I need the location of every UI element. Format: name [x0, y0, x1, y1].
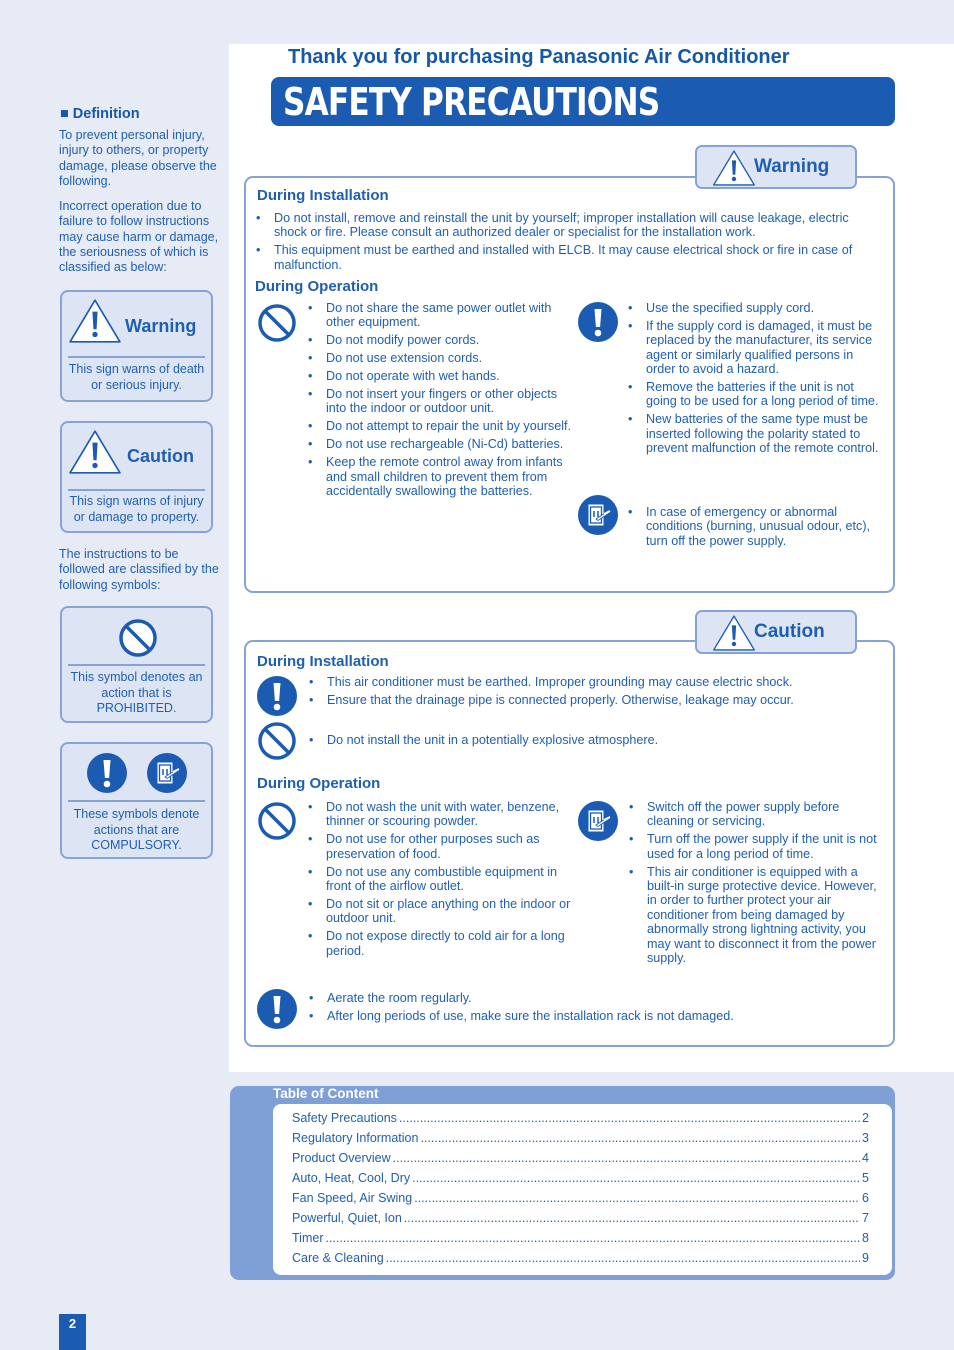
caution-prohibited-list: [307, 800, 575, 962]
symbols-intro-text: The instructions to be followed are classified by the following symbols:: [59, 547, 219, 592]
toc-entry-label: Timer: [292, 1231, 324, 1245]
list-item: • Do not insert your fingers or other objects into the indoor or outdoor unit.: [307, 387, 575, 416]
compulsory-legend-caption: These symbols denote actions that are COMPULSORY.: [73, 807, 200, 852]
caution-installation-compulsory-list: [308, 675, 883, 711]
divider: [68, 356, 205, 358]
caution-unplug-list: [628, 800, 886, 969]
caution-legend-caption: This sign warns of injury or damage to property.: [69, 494, 204, 524]
warning-legend-box: [60, 290, 213, 402]
toc-entry-label: Auto, Heat, Cool, Dry: [292, 1171, 411, 1185]
list-item: • This equipment must be earthed and installed with ELCB. It may cause electrical shock or fire in case of malfunction.: [255, 243, 880, 272]
warning-installation-heading: During Installation: [257, 187, 389, 204]
caution-tab: [695, 610, 857, 654]
caution-installation-heading: During Installation: [257, 653, 389, 670]
warning-installation-list: [255, 211, 880, 276]
divider: [68, 800, 205, 802]
incorrect-operation-text: Incorrect operation due to failure to follow instructions may cause harm or damage, the seriousness of which is classified as below:: [59, 199, 219, 275]
warning-unplug-list: [627, 505, 883, 552]
compulsory-legend-box: [60, 742, 213, 859]
warning-legend-label: Warning: [125, 316, 197, 336]
list-item: • Turn off the power supply if the unit is not used for a long period of time.: [628, 832, 886, 861]
caution-triangle-icon: [68, 429, 122, 475]
unplug-mandatory-icon: [578, 495, 618, 535]
toc-entry-label: Product Overview: [292, 1151, 391, 1165]
toc-leader-dots: [412, 1171, 860, 1187]
unplug-mandatory-icon: [578, 801, 618, 841]
list-item: • Do not wash the unit with water, benzene, thinner or scouring powder.: [307, 800, 575, 829]
caution-triangle-icon: [712, 614, 756, 652]
list-item: • Ensure that the drainage pipe is connected properly. Otherwise, leakage may occur.: [308, 693, 883, 707]
list-item: • Do not expose directly to cold air for a long period.: [307, 929, 575, 958]
list-item: • Remove the batteries if the unit is not going to be used for a long period of time.: [627, 380, 883, 409]
list-item: • Do not use rechargeable (Ni-Cd) batteries.: [307, 437, 575, 451]
warning-legend-caption: This sign warns of death or serious injury.: [68, 362, 205, 392]
definition-heading: ■ Definition: [60, 106, 140, 122]
table-of-content: [230, 1086, 895, 1280]
list-item: • Do not use for other purposes such as preservation of food.: [307, 832, 575, 861]
definition-text: To prevent personal injury, injury to others, or property damage, please observe the following.: [59, 128, 217, 188]
toc-entry-page: 3: [862, 1131, 869, 1145]
list-item: • This air conditioner must be earthed. Improper grounding may cause electric shock.: [308, 675, 883, 689]
toc-entry[interactable]: [292, 1151, 869, 1167]
list-item: • Do not attempt to repair the unit by yourself.: [307, 419, 575, 433]
toc-leader-dots: [399, 1111, 860, 1127]
toc-leader-dots: [325, 1231, 860, 1247]
caution-compulsory-list: [308, 991, 883, 1027]
title-banner: [271, 77, 895, 126]
exclamation-mandatory-icon: [257, 676, 297, 716]
warning-tab: [695, 145, 857, 189]
toc-entry-label: Fan Speed, Air Swing: [292, 1191, 413, 1205]
warning-operation-heading: During Operation: [255, 278, 379, 295]
toc-entry[interactable]: [292, 1231, 869, 1247]
unplug-mandatory-icon: [147, 753, 187, 793]
warning-triangle-icon: [712, 149, 756, 187]
toc-title: Table of Content: [273, 1086, 379, 1101]
prohibited-icon: [118, 618, 158, 658]
toc-leader-dots: [414, 1191, 860, 1207]
prohibited-icon: [257, 721, 297, 761]
warning-prohibited-list: [307, 301, 575, 502]
list-item: • New batteries of the same type must be inserted following the polarity stated to prevent malfunction of the remote control.: [627, 412, 883, 455]
list-item: • Do not use any combustible equipment in front of the airflow outlet.: [307, 865, 575, 894]
list-item: • Do not install, remove and reinstall the unit by yourself; improper installation will cause leakage, electric shock or fire. Please consult an authorized dealer or specialist for the installation work.: [255, 211, 880, 240]
caution-installation-prohibited-list: [308, 733, 883, 751]
toc-entry-label: Powerful, Quiet, Ion: [292, 1211, 402, 1225]
toc-leader-dots: [404, 1211, 860, 1227]
toc-entry-page: 7: [862, 1211, 869, 1225]
toc-entry-page: 6: [862, 1191, 869, 1205]
list-item: • If the supply cord is damaged, it must be replaced by the manufacturer, its service agent or similarly qualified persons in order to avoid a hazard.: [627, 319, 883, 377]
warning-triangle-icon: [68, 298, 122, 344]
page-number: 2: [59, 1314, 86, 1350]
exclamation-mandatory-icon: [87, 753, 127, 793]
toc-list: [273, 1104, 892, 1275]
list-item: • Use the specified supply cord.: [627, 301, 883, 315]
toc-entry-label: Safety Precautions: [292, 1111, 397, 1125]
toc-entry[interactable]: [292, 1211, 869, 1227]
toc-entry[interactable]: [292, 1191, 869, 1207]
caution-tab-label: Caution: [754, 621, 825, 642]
toc-leader-dots: [393, 1151, 860, 1167]
exclamation-mandatory-icon: [578, 302, 618, 342]
thanks-heading: Thank you for purchasing Panasonic Air Conditioner: [288, 46, 790, 68]
list-item: • Do not use extension cords.: [307, 351, 575, 365]
list-item: • Switch off the power supply before cleaning or servicing.: [628, 800, 886, 829]
list-item: • Keep the remote control away from infants and small children to prevent them from accidentally swallowing the batteries.: [307, 455, 575, 498]
page-title: SAFETY PRECAUTIONS: [283, 80, 660, 124]
toc-entry-page: 9: [862, 1251, 869, 1265]
toc-entry[interactable]: [292, 1171, 869, 1187]
toc-entry-label: Regulatory Information: [292, 1131, 419, 1145]
list-item: • This air conditioner is equipped with a built-in surge protective device. However, in order to further protect your air conditioner from being damaged by abnormally strong lightning activity, you may want to disconnect it from the power supply.: [628, 865, 886, 966]
toc-entry-page: 4: [862, 1151, 869, 1165]
toc-entry[interactable]: [292, 1111, 869, 1127]
toc-entry[interactable]: [292, 1131, 869, 1147]
prohibited-icon: [257, 303, 297, 343]
caution-legend-box: [60, 421, 213, 533]
list-item: • After long periods of use, make sure the installation rack is not damaged.: [308, 1009, 883, 1023]
prohibited-icon: [257, 801, 297, 841]
list-item: • Do not install the unit in a potentially explosive atmosphere.: [308, 733, 883, 747]
list-item: • Do not modify power cords.: [307, 333, 575, 347]
list-item: • Do not sit or place anything on the indoor or outdoor unit.: [307, 897, 575, 926]
list-item: • In case of emergency or abnormal conditions (burning, unusual odour, etc), turn off the power supply.: [627, 505, 883, 548]
toc-entry-page: 8: [862, 1231, 869, 1245]
prohibited-legend-caption: This symbol denotes an action that is PROHIBITED.: [70, 670, 203, 715]
toc-entry-page: 2: [862, 1111, 869, 1125]
toc-entry-page: 5: [862, 1171, 869, 1185]
toc-entry[interactable]: [292, 1251, 869, 1267]
toc-entry-label: Care & Cleaning: [292, 1251, 384, 1265]
warning-tab-label: Warning: [754, 156, 830, 177]
list-item: • Do not share the same power outlet with other equipment.: [307, 301, 575, 330]
toc-leader-dots: [386, 1251, 860, 1267]
prohibited-legend-box: [60, 606, 213, 723]
toc-leader-dots: [420, 1131, 860, 1147]
exclamation-mandatory-icon: [257, 989, 297, 1029]
divider: [68, 664, 205, 666]
list-item: • Aerate the room regularly.: [308, 991, 883, 1005]
list-item: • Do not operate with wet hands.: [307, 369, 575, 383]
divider: [68, 489, 205, 491]
warning-compulsory-list: [627, 301, 883, 459]
caution-operation-heading: During Operation: [257, 775, 381, 792]
caution-legend-label: Caution: [127, 446, 194, 466]
